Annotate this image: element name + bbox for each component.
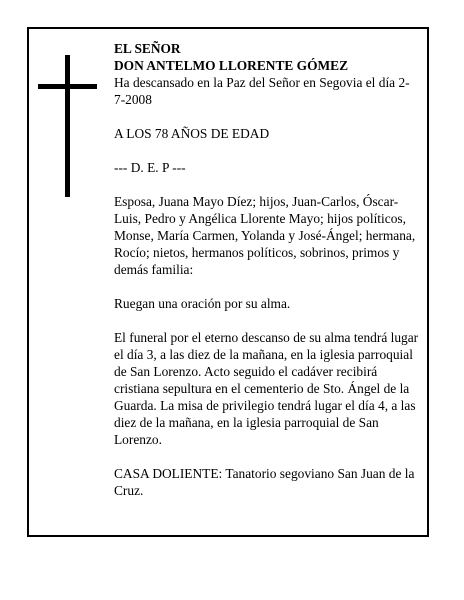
obituary-content (114, 40, 420, 516)
rest-statement: Ha descansado en la Paz del Señor en Segovia el día 2-7-2008 (114, 75, 410, 107)
deceased-name: DON ANTELMO LLORENTE GÓMEZ (114, 58, 348, 73)
rip-line: --- D. E. P --- (114, 160, 186, 175)
cross-horizontal-bar (38, 84, 97, 89)
age-statement: A LOS 78 AÑOS DE EDAD (114, 126, 270, 141)
funeral-details: El funeral por el eterno descanso de su alma tendrá lugar el día 3, a las diez de la mañana, en la iglesia parroquial de San Lorenzo. Acto seguido el cadáver recibirá cristiana sepultura en el cementerio de Sto. Ángel de la Guarda. La misa de privilegio tendrá lugar el día 4, a las diez de la mañana, en la iglesia parroquial de San Lorenzo. (114, 330, 419, 447)
family-list: Esposa, Juana Mayo Díez; hijos, Juan-Carlos, Óscar-Luis, Pedro y Angélica Llorente Mayo; hijos políticos, Monse, María Carmen, Yolanda y José-Ángel; hermana, Rocío; nietos, hermanos políticos, sobrinos, primos y demás familia: (114, 194, 416, 277)
mourning-house: CASA DOLIENTE: Tanatorio segoviano San Juan de la Cruz. (114, 466, 415, 498)
cross-vertical-bar (65, 55, 70, 197)
prayer-request: Ruegan una oración por su alma. (114, 296, 291, 311)
obituary-title-line1: EL SEÑOR (114, 41, 181, 56)
